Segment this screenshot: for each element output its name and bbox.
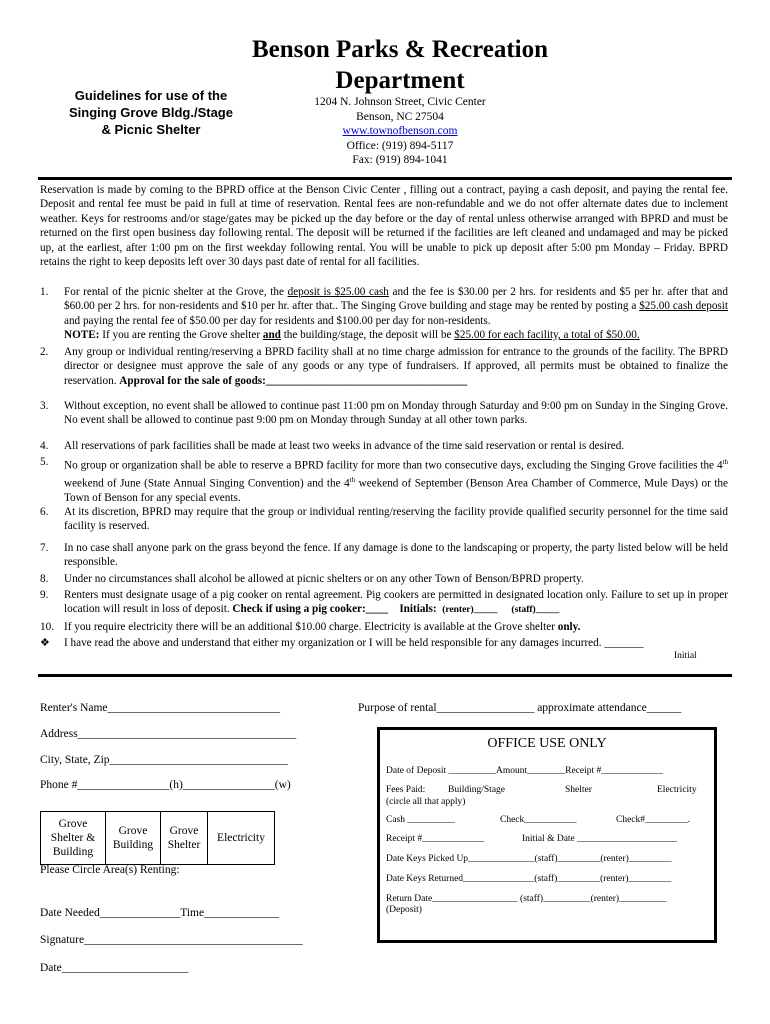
pig-cooker-check[interactable]: Check if using a pig cooker:____ — [232, 603, 389, 616]
rule-number: 2. — [40, 346, 49, 358]
rule-text: and the fee is $30.00 per 2 hrs. for residents and $5 per hr. after that and $60.00 per 2 hrs. for non-residents and $10 per hr. after that.. The Singing Grove building and stage may be rented by posting a — [64, 286, 728, 313]
ordinal-suffix: th — [722, 458, 728, 466]
rule-text: All reservations of park facilities shall be made at least two weeks in advance of the time said reservation or rental is desired. — [64, 440, 625, 452]
deposit-label: (Deposit) — [386, 905, 422, 915]
rule-number: 9. — [40, 589, 49, 601]
date-field[interactable]: Date______________________ — [40, 962, 189, 974]
fee-option-electricity[interactable]: Electricity — [657, 785, 697, 795]
title-line-1: Benson Parks & Recreation — [251, 36, 549, 63]
fee-option-building-stage[interactable]: Building/Stage — [448, 785, 505, 795]
office-phone: Office: (919) 894-5117 — [346, 139, 454, 152]
date-needed-field[interactable]: Date Needed______________Time_____________ — [40, 907, 279, 919]
rule-emphasis: $25.00 for each facility, a total of $50.00. — [454, 329, 640, 342]
area-option-grove-shelter[interactable]: Grove Shelter — [161, 812, 208, 865]
rule-text: If you are renting the Grove shelter — [99, 329, 263, 342]
office-use-box — [377, 727, 717, 943]
rule-text: Under no circumstances shall alcohol be allowed at picnic shelters or on any other Town of Benson/BPRD property. — [64, 573, 584, 585]
fees-paid-label: Fees Paid: — [386, 785, 426, 795]
initial-label: Initial — [674, 651, 697, 661]
rule-number: 1. — [40, 286, 49, 298]
rule-text: At its discretion, BPRD may require that the group or individual renting/reserving the facility provide qualified security personnel for the time said facility is reserved. — [64, 506, 728, 533]
street-address: 1204 N. Johnson Street, Civic Center — [314, 96, 486, 108]
city-zip: Benson, NC 27504 — [356, 110, 444, 123]
return-date-field[interactable]: Return Date__________________ (staff)__________(renter)__________ — [386, 894, 667, 904]
top-divider — [38, 177, 732, 180]
rule-emphasis: $25.00 cash deposit — [639, 300, 728, 313]
rule-4 — [40, 439, 728, 453]
intro-paragraph: Reservation is made by coming to the BPRD office at the Benson Civic Center , filling out a contract, paying a cash deposit, and paying the rental fee. Deposit and rental fee must be paid in full at time of reservation. Rental fees are non-refundable and we do not offer alternate dates due to inclement weather. Keys for restrooms and/or stage/gates may be picked up the day before or the day of rental unless otherwise arranged with BPRD and must be returned on the first open business day following rental. The deposit will be returned if the facilities are left cleaned and undamaged and may be picked up, at the earliest, after 1:00 pm on the first weekday following rental. You will be unable to pick up deposit after 5:00 pm Monday – Friday. BPRD retains the right to keep deposits left over 30 days past date of rental for all facilities. — [40, 184, 728, 269]
rule-emphasis: only. — [557, 621, 581, 633]
guidelines-line-2: Singing Grove Bldg./Stage — [69, 105, 233, 120]
rule-text: the building/stage, the deposit will be — [280, 329, 455, 342]
office-use-title: OFFICE USE ONLY — [487, 736, 607, 751]
bottom-divider — [38, 674, 732, 677]
fee-option-shelter[interactable]: Shelter — [565, 785, 592, 795]
keys-returned-field[interactable]: Date Keys Returned_______________(staff)_________(renter)_________ — [386, 874, 672, 884]
approval-label: Approval for the sale of goods: — [119, 374, 266, 387]
rule-text: Without exception, no event shall be allowed to continue past 11:00 pm on Monday through Saturday and 9:00 pm on Sunday in the Singing Grove. No event shall be allowed to continue past 9:00 pm on Monday through Sunday at all other town parks. — [64, 400, 728, 427]
title-line-2: Department — [335, 67, 465, 94]
rule-text: No group or organization shall be able to reserve a BPRD facility for more than two consecutive days, excluding the Singing Grove facilities the 4 — [64, 459, 723, 472]
circle-areas-label: Please Circle Area(s) Renting: — [40, 864, 180, 876]
renter-name-field[interactable]: Renter's Name______________________________ — [40, 702, 281, 714]
rule-number: 6. — [40, 506, 49, 518]
rule-text: In no case shall anyone park on the grass beyond the fence. If any damage is done to the landscaping or property, the party listed below will be held responsible. — [64, 542, 728, 569]
rule-number: 8. — [40, 573, 49, 585]
rule-text: Renters must designate usage of a pig cooker on rental agreement. Pig cookers are permitted in designated location only. Failure to set up in proper location will result in loss of deposit. — [64, 589, 728, 616]
keys-picked-up-field[interactable]: Date Keys Picked Up______________(staff)_________(renter)_________ — [386, 854, 672, 864]
rule-7 — [40, 541, 728, 570]
rule-emphasis: and — [262, 329, 281, 342]
initial-date-field[interactable]: Initial & Date _____________________ — [522, 834, 677, 844]
rule-number: 7. — [40, 542, 49, 554]
area-option-electricity[interactable]: Electricity — [208, 812, 275, 865]
check-number-field[interactable]: Check#_________. — [616, 815, 691, 825]
area-option-grove-building[interactable]: Grove Building — [106, 812, 161, 865]
rule-number: 4. — [40, 440, 49, 452]
initials-label: Initials: — [399, 603, 437, 616]
diamond-bullet-icon: ❖ — [40, 637, 51, 649]
guidelines-line-1: Guidelines for use of the — [74, 88, 228, 103]
staff-initials-field[interactable]: (staff)_____ — [511, 605, 560, 616]
rule-8 — [40, 572, 728, 586]
contact-block — [290, 95, 510, 168]
note-label: NOTE: — [64, 329, 100, 342]
city-state-zip-field[interactable]: City, State, Zip_______________________________ — [40, 754, 288, 766]
approval-blank[interactable]: ____________________________________ — [265, 374, 468, 387]
rule-number: 5. — [40, 456, 49, 468]
rule-2 — [40, 345, 728, 388]
area-selection-table — [40, 811, 275, 865]
circle-note: (circle all that apply) — [386, 797, 466, 807]
rule-text: weekend of September (Benson Area Chamber of Commerce, Mule Days) or the Town of Benson for any special events. — [64, 477, 728, 505]
acknowledgement-text[interactable]: I have read the above and understand that either my organization or I will be held responsible for any damages incurred. _______ — [64, 637, 644, 649]
rule-acknowledgement — [40, 636, 728, 650]
fax-number: Fax: (919) 894-1041 — [352, 154, 448, 166]
purpose-field[interactable]: Purpose of rental_________________ approximate attendance______ — [358, 702, 682, 714]
deposit-line[interactable]: Date of Deposit __________Amount________Receipt #_____________ — [386, 766, 664, 776]
rule-text: Any group or individual renting/reserving a BPRD facility shall at no time charge admission for entrance to the grounds of the facility. The BPRD director or designee must approve the sale of any goods or any type of fundraisers. If approved, all permits must be obtained to finalize the reservation. — [64, 346, 728, 387]
ordinal-suffix: th — [349, 476, 356, 485]
guidelines-line-3: & Picnic Shelter — [101, 122, 201, 137]
rule-text: weekend of June (State Annual Singing Convention) and the 4 — [64, 477, 350, 490]
rule-3 — [40, 399, 728, 428]
phone-field[interactable]: Phone #________________(h)________________(w) — [40, 779, 291, 791]
rule-9 — [40, 588, 728, 618]
renter-initials-field[interactable]: (renter)_____ — [442, 605, 498, 616]
rule-1 — [40, 285, 728, 343]
area-option-shelter-building[interactable]: Grove Shelter & Building — [41, 812, 106, 865]
cash-field[interactable]: Cash __________ — [386, 815, 455, 825]
rule-text: If you require electricity there will be an additional $10.00 charge. Electricity is available at the Grove shelter — [64, 621, 558, 633]
rule-text: For rental of the picnic shelter at the Grove, the — [64, 286, 288, 298]
guidelines-heading — [36, 87, 266, 138]
rule-text: and paying the rental fee of $50.00 per day for residents and $100.00 per day for non-residents. — [64, 314, 491, 327]
rule-number: 10. — [40, 621, 54, 633]
rule-number: 3. — [40, 400, 49, 412]
receipt-field[interactable]: Receipt #_____________ — [386, 834, 484, 844]
rule-emphasis: deposit is $25.00 cash — [287, 286, 389, 298]
check-field[interactable]: Check___________ — [500, 815, 577, 825]
signature-field[interactable]: Signature______________________________________ — [40, 934, 303, 946]
website-link[interactable]: www.townofbenson.com — [342, 125, 458, 137]
rule-6 — [40, 505, 728, 534]
address-field[interactable]: Address______________________________________ — [40, 728, 297, 740]
rule-10 — [40, 620, 728, 634]
rule-5 — [40, 455, 728, 506]
